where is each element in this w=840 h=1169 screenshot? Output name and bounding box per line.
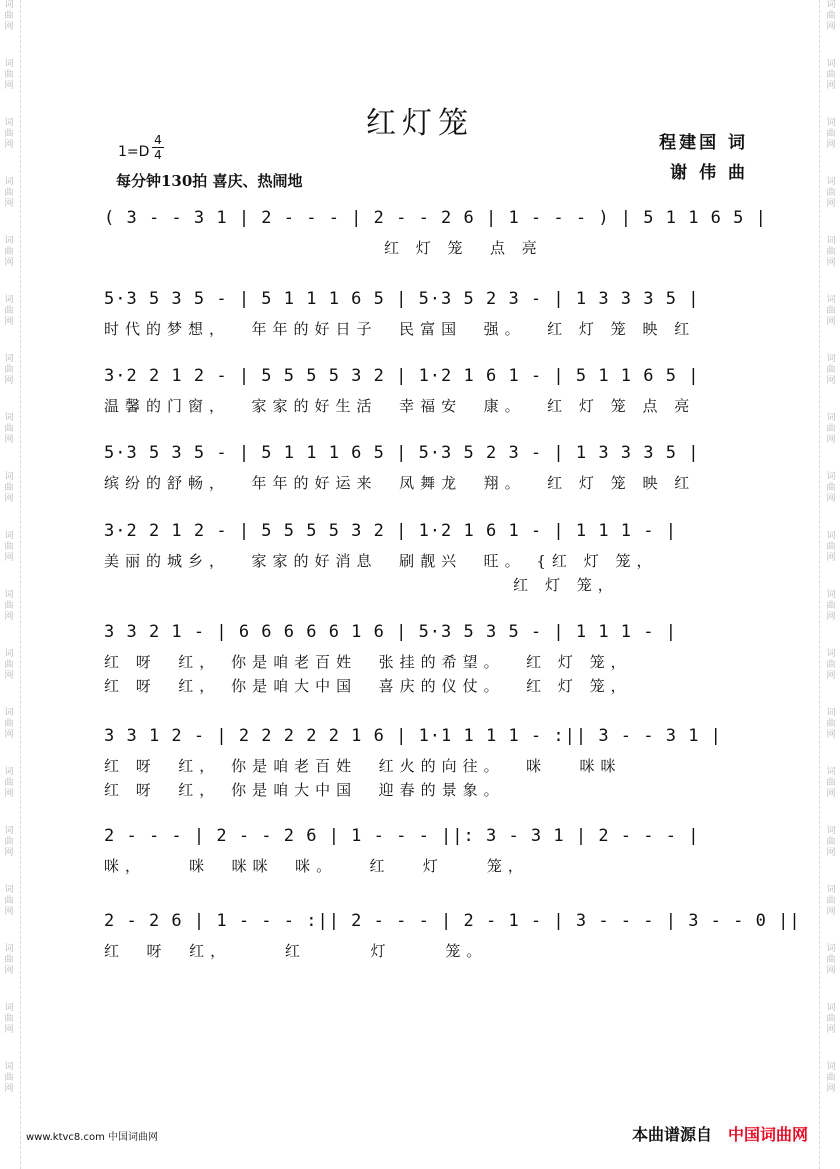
notation-line: 3 3 1 2 - | 2 2 2 2 2 1 6 | 1·1 1 1 1 - :|| 3 - - 3 1 | — [104, 726, 722, 746]
watermark-text: 词曲网 — [826, 1062, 836, 1094]
footer-site-url[interactable]: www.ktvc8.com 中国词曲网 — [26, 1132, 159, 1143]
watermark-text: 词曲网 — [826, 413, 836, 445]
watermark-text: 词曲网 — [4, 472, 14, 504]
lyric-line: 红 灯 笼， — [104, 576, 619, 594]
watermark-left — [2, 0, 16, 1169]
watermark-text: 词曲网 — [826, 295, 836, 327]
watermark-text: 词曲网 — [826, 649, 836, 681]
watermark-text: 词曲网 — [4, 1003, 14, 1035]
watermark-text: 词曲网 — [4, 118, 14, 150]
watermark-text: 词曲网 — [826, 0, 836, 32]
lyric-line: 温馨的门窗， 家家的好生活 幸福安 康。 红 灯 笼 点 亮 — [104, 397, 696, 415]
watermark-text: 词曲网 — [4, 59, 14, 91]
watermark-text: 词曲网 — [4, 177, 14, 209]
watermark-text: 词曲网 — [826, 767, 836, 799]
watermark-text: 词曲网 — [4, 944, 14, 976]
footer-source — [632, 1122, 808, 1145]
notation-line: 3·2 2 1 2 - | 5 5 5 5 3 2 | 1·2 1 6 1 - | 5 1 1 6 5 | — [104, 366, 700, 386]
song-title: 红灯笼 — [366, 106, 474, 142]
watermark-text: 词曲网 — [4, 826, 14, 858]
time-signature-bottom: 4 — [154, 148, 162, 162]
watermark-text: 词曲网 — [826, 59, 836, 91]
watermark-text: 词曲网 — [826, 708, 836, 740]
watermark-text: 词曲网 — [4, 1062, 14, 1094]
watermark-text: 词曲网 — [4, 531, 14, 563]
notation-line: 3 3 2 1 - | 6 6 6 6 6 1 6 | 5·3 5 3 5 - | 1 1 1 - | — [104, 622, 677, 642]
notation-line: 3·2 2 1 2 - | 5 5 5 5 3 2 | 1·2 1 6 1 - | 1 1 1 - | — [104, 521, 677, 541]
notation-line: 5·3 5 3 5 - | 5 1 1 1 6 5 | 5·3 5 2 3 - | 1 3 3 3 5 | — [104, 443, 700, 463]
lyric-line: 红 灯 笼 点 亮 — [104, 239, 543, 257]
lyric-line: 时代的梦想， 年年的好日子 民富国 强。 红 灯 笼 映 红 — [104, 320, 696, 338]
watermark-text: 词曲网 — [4, 590, 14, 622]
watermark-text: 词曲网 — [826, 177, 836, 209]
lyric-line: 美丽的城乡， 家家的好消息 刷靓兴 旺。 {红 灯 笼， — [104, 552, 658, 570]
watermark-text: 词曲网 — [4, 413, 14, 445]
lyric-line: 红 呀 红， 你是咱大中国 迎春的景象。 — [104, 781, 505, 799]
watermark-text: 词曲网 — [826, 472, 836, 504]
lyric-line: 缤纷的舒畅， 年年的好运来 凤舞龙 翔。 红 灯 笼 映 红 — [104, 474, 696, 492]
time-signature — [152, 134, 164, 161]
watermark-text: 词曲网 — [4, 295, 14, 327]
watermark-text: 词曲网 — [4, 767, 14, 799]
watermark-text: 词曲网 — [826, 944, 836, 976]
watermark-text: 词曲网 — [826, 885, 836, 917]
watermark-text: 词曲网 — [826, 118, 836, 150]
watermark-text: 词曲网 — [4, 885, 14, 917]
watermark-text: 词曲网 — [826, 236, 836, 268]
lyricist-credit: 程建国 词 — [659, 133, 748, 153]
watermark-text: 词曲网 — [826, 531, 836, 563]
composer-credit: 谢 伟 曲 — [670, 163, 748, 183]
notation-line: 2 - - - | 2 - - 2 6 | 1 - - - ||: 3 - 3 1 | 2 - - - | — [104, 826, 700, 846]
lyric-line: 咪， 咪 咪咪 咪。 红 灯 笼， — [104, 857, 529, 875]
footer-brand[interactable]: 中国词曲网 — [727, 1125, 808, 1144]
notation-line: 5·3 5 3 5 - | 5 1 1 1 6 5 | 5·3 5 2 3 - | 1 3 3 3 5 | — [104, 289, 700, 309]
watermark-text: 词曲网 — [4, 708, 14, 740]
watermark-text: 词曲网 — [4, 236, 14, 268]
lyric-line: 红 呀 红， 你是咱老百姓 张挂的希望。 红 灯 笼， — [104, 653, 632, 671]
watermark-text: 词曲网 — [4, 354, 14, 386]
key-signature: 1=D — [118, 144, 150, 160]
lyric-line: 红 呀 红， 红 灯 笼。 — [104, 942, 488, 960]
watermark-text: 词曲网 — [826, 826, 836, 858]
footer-source-text: 本曲谱源自 — [631, 1125, 712, 1144]
notation-line: 2 - 2 6 | 1 - - - :|| 2 - - - | 2 - 1 - | 3 - - - | 3 - - 0 || — [104, 911, 801, 931]
watermark-text: 词曲网 — [826, 590, 836, 622]
lyric-line: 红 呀 红， 你是咱老百姓 红火的向往。 咪 咪咪 — [104, 757, 622, 775]
watermark-right — [824, 0, 838, 1169]
tempo-marking: 每分钟130拍 喜庆、热闹地 — [116, 172, 303, 190]
watermark-text: 词曲网 — [4, 0, 14, 32]
lyric-line: 红 呀 红， 你是咱大中国 喜庆的仪仗。 红 灯 笼， — [104, 677, 632, 695]
notation-line: ( 3 - - 3 1 | 2 - - - | 2 - - 2 6 | 1 - - - ) | 5 1 1 6 5 | — [104, 208, 767, 228]
watermark-text: 词曲网 — [826, 354, 836, 386]
time-signature-top: 4 — [154, 133, 162, 147]
watermark-text: 词曲网 — [826, 1003, 836, 1035]
watermark-text: 词曲网 — [4, 649, 14, 681]
